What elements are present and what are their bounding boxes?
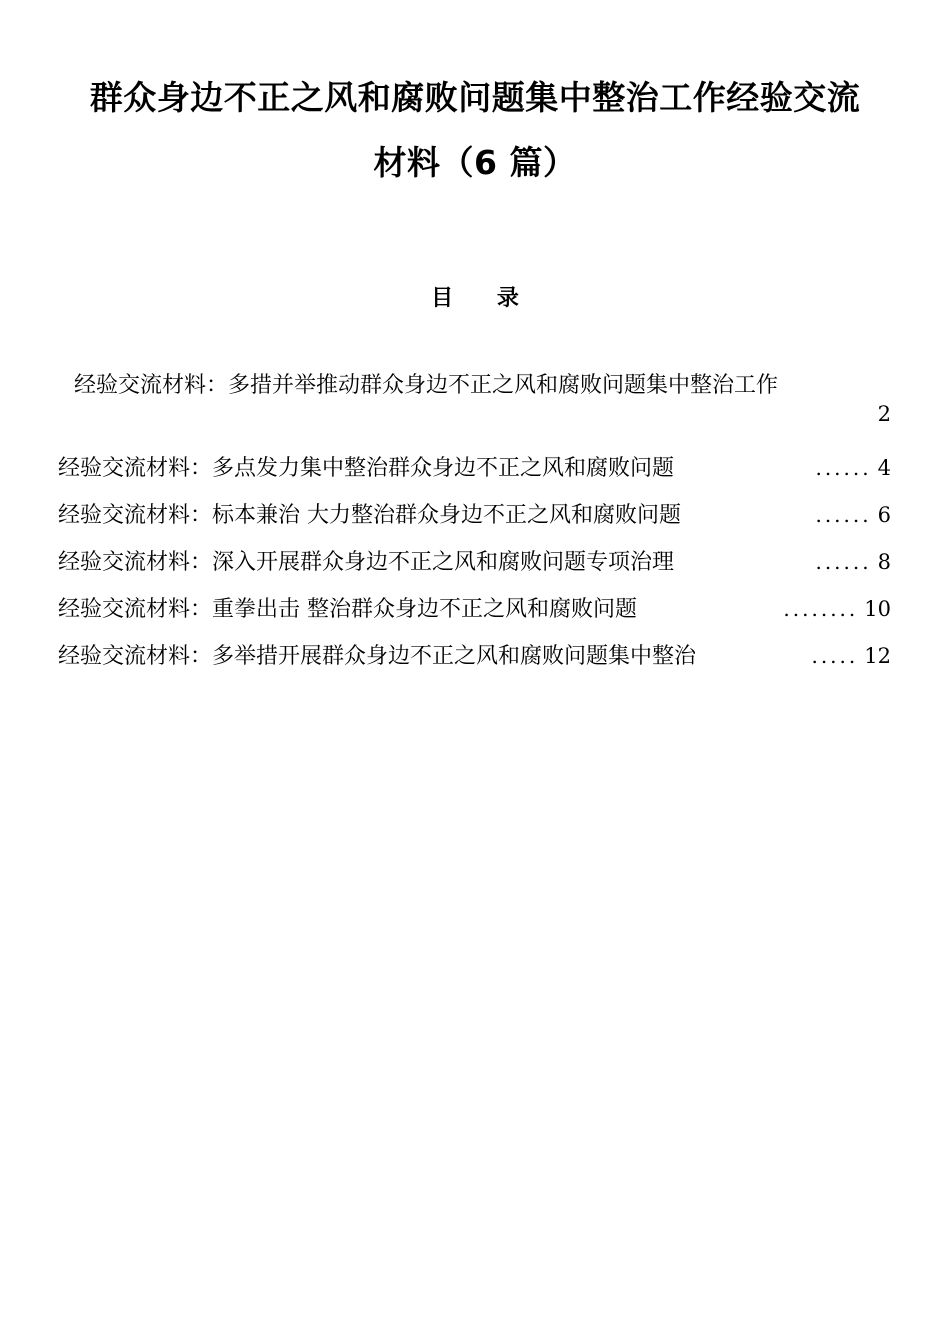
toc-entry[interactable] bbox=[58, 501, 891, 530]
toc-entry-page: 6 bbox=[877, 503, 891, 527]
document-title-line-2: 材料（6 篇） bbox=[373, 143, 577, 182]
toc-entry-page: 2 bbox=[877, 402, 891, 426]
toc-entry-page: 4 bbox=[877, 456, 891, 480]
toc-entry-title: 经验交流材料：多措并举推动群众身边不正之风和腐败问题集中整治工作 bbox=[74, 373, 779, 398]
toc-heading: 目 录 bbox=[431, 286, 537, 311]
toc-entry-leader: ...... bbox=[815, 456, 872, 480]
table-of-contents bbox=[58, 372, 891, 671]
toc-entry[interactable] bbox=[58, 372, 891, 436]
toc-entry[interactable] bbox=[58, 454, 891, 483]
toc-entry-title: 经验交流材料：标本兼治 大力整治群众身边不正之风和腐败问题 bbox=[58, 503, 681, 528]
toc-entry-leader: ...... bbox=[815, 550, 872, 574]
toc-entry-leader: ..... bbox=[811, 644, 859, 668]
toc-entry-title: 经验交流材料：重拳出击 整治群众身边不正之风和腐败问题 bbox=[58, 597, 637, 622]
toc-entry-title: 经验交流材料：多点发力集中整治群众身边不正之风和腐败问题 bbox=[58, 456, 675, 481]
toc-entry-leader: ...... bbox=[815, 503, 872, 527]
toc-entry[interactable] bbox=[58, 548, 891, 577]
toc-entry-page: 10 bbox=[864, 597, 891, 621]
toc-entry-title: 经验交流材料：多举措开展群众身边不正之风和腐败问题集中整治 bbox=[58, 644, 697, 669]
document-title-line-1: 群众身边不正之风和腐败问题集中整治工作经验交流 bbox=[89, 78, 861, 117]
toc-entry-page: 8 bbox=[877, 550, 891, 574]
toc-entry-title: 经验交流材料：深入开展群众身边不正之风和腐败问题专项治理 bbox=[58, 550, 675, 575]
toc-entry-leader: ........ bbox=[783, 597, 859, 621]
toc-entry[interactable] bbox=[58, 642, 891, 671]
toc-entry-page: 12 bbox=[864, 644, 891, 668]
toc-entry[interactable] bbox=[58, 595, 891, 624]
